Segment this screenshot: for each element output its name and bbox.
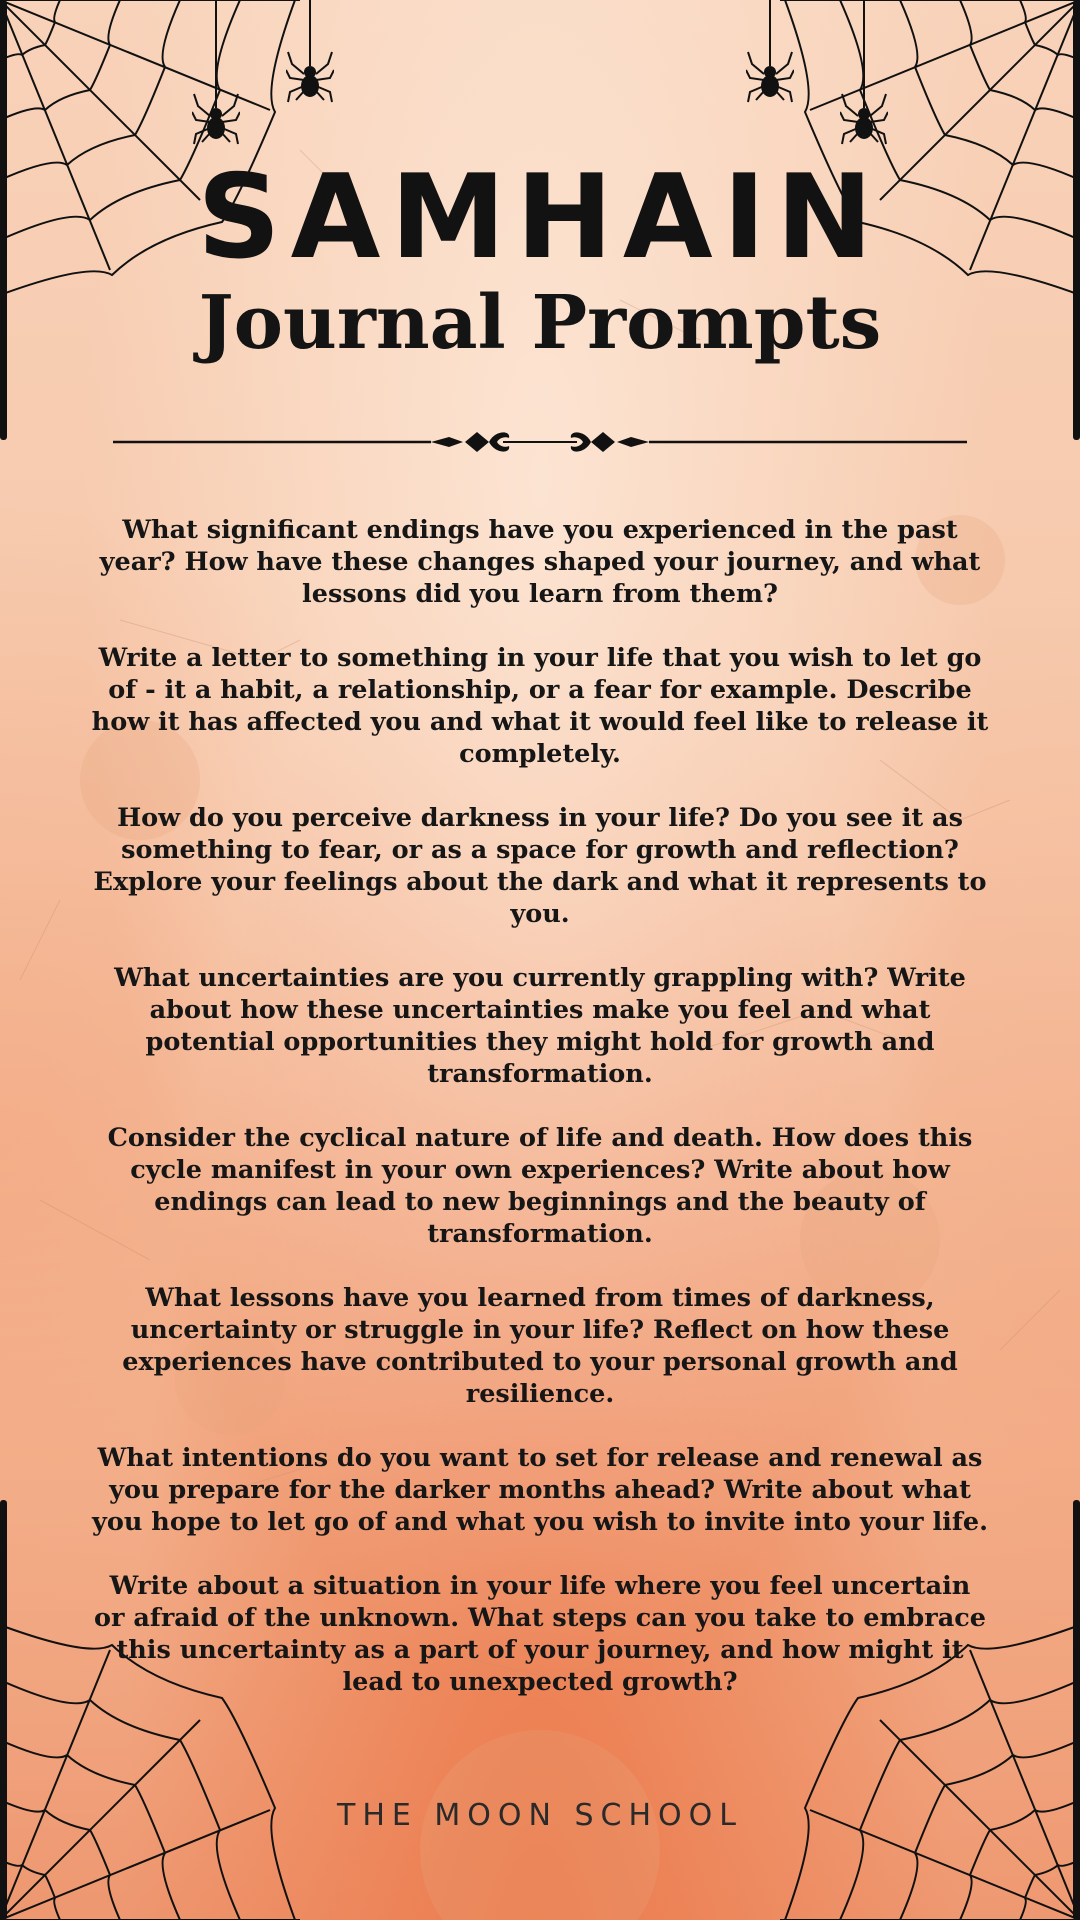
prompt-item: What uncertainties are you currently grappling with? Write about how these uncertainties make you feel and what potential opportunities they might hold for growth and transformation.: [114, 963, 966, 1089]
prompt-item: How do you perceive darkness in your life? Do you see it as something to fear, or as a space for growth and reflection? Explore your feelings about the dark and what it represents to you.: [93, 803, 987, 929]
spider-icon: [746, 0, 794, 115]
prompt-item: Write a letter to something in your life that you wish to let go of - it a habit, a relationship, or a fear for example. Describe how it has affected you and what it would feel like to release it completely.: [91, 643, 989, 769]
prompt-item: Consider the cyclical nature of life and death. How does this cycle manifest in your own experiences? Write about how endings can lead to new beginnings and the beauty of transformation.: [107, 1123, 973, 1249]
prompt-list: [90, 514, 990, 1730]
spider-icon: [840, 0, 888, 145]
frame-edge-left: [0, 1500, 7, 1920]
spider-icon: [286, 0, 334, 115]
prompt-item: Write about a situation in your life where you feel uncertain or afraid of the unknown. What steps can you take to embrace this uncertainty as a part of your journey, and how might it lead to unexpected growth?: [94, 1571, 986, 1697]
page-subtitle: Journal Prompts: [198, 280, 882, 366]
frame-edge-right: [1073, 1500, 1080, 1920]
prompt-item: What intentions do you want to set for release and renewal as you prepare for the darker months ahead? Write about what you hope to let go of and what you wish to invite into your life.: [92, 1443, 988, 1537]
spider-icon: [192, 0, 240, 145]
prompt-item: What significant endings have you experienced in the past year? How have these changes shaped your journey, and what lessons did you learn from them?: [99, 515, 981, 609]
ornament-divider-icon: [113, 424, 967, 460]
footer-brand: THE MOON SCHOOL: [337, 1798, 743, 1833]
prompt-item: What lessons have you learned from times of darkness, uncertainty or struggle in your life? Reflect on how these experiences have contributed to your personal growth and resilience.: [122, 1283, 958, 1409]
page-title: SAMHAIN: [197, 150, 883, 285]
